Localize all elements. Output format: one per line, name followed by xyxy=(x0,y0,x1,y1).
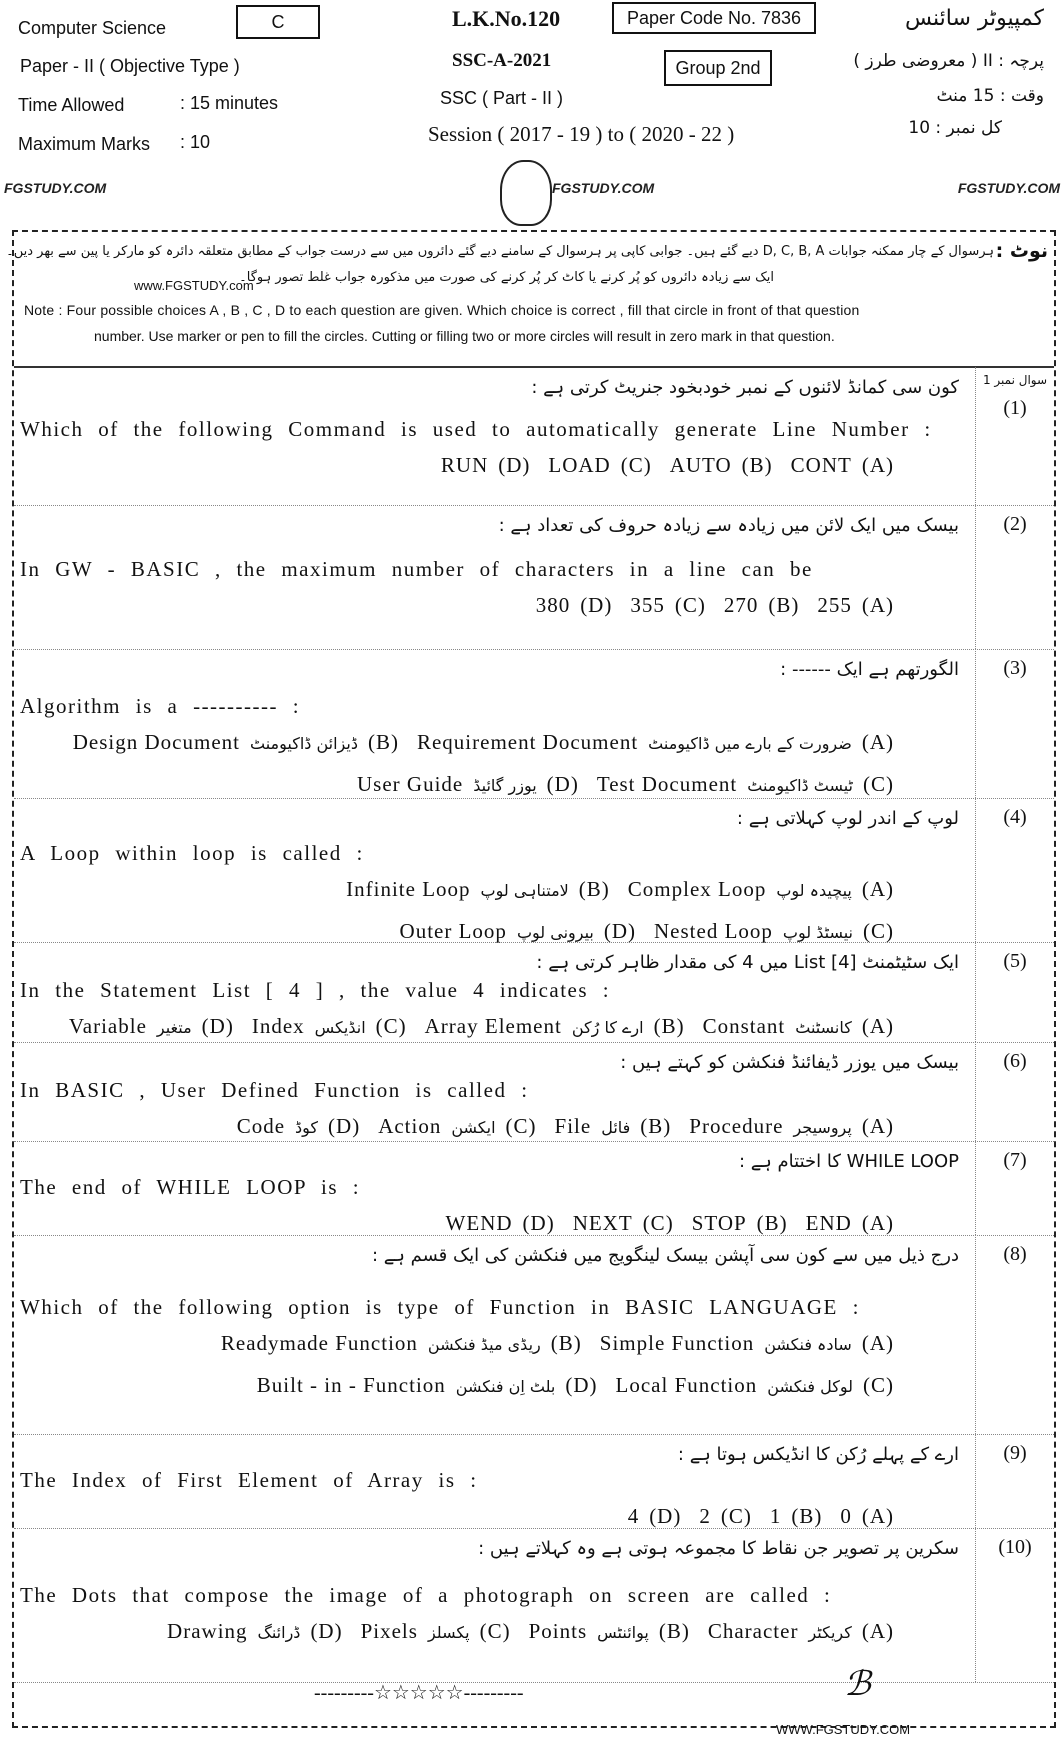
option-text-ur: ٹیسٹ ڈاکیومنٹ xyxy=(747,776,853,795)
option-letter: (B) xyxy=(741,453,773,477)
option-text-en: Drawing xyxy=(167,1619,248,1643)
option-d[interactable] xyxy=(237,1114,361,1139)
option-letter: (A) xyxy=(861,730,894,754)
option-d[interactable] xyxy=(628,1504,682,1529)
option-text-en: Local Function xyxy=(615,1373,758,1397)
option-a[interactable] xyxy=(628,877,894,902)
question-2 xyxy=(14,505,1054,650)
option-letter: (D) xyxy=(522,1211,555,1235)
option-text-en: LOAD xyxy=(548,453,611,477)
options-row xyxy=(446,1211,894,1236)
option-text-en: Simple Function xyxy=(599,1331,755,1355)
option-text-en: 4 xyxy=(627,1504,640,1528)
options-row xyxy=(536,593,894,618)
note-line2-en: number. Use marker or pen to fill the circles. Cutting or filling two or more circles will result in zero mark in that question. xyxy=(94,328,835,344)
question-7 xyxy=(14,1141,1054,1236)
option-letter: (D) xyxy=(546,772,579,796)
option-text-ur: کانسٹنٹ xyxy=(795,1018,852,1037)
option-text-en: STOP xyxy=(691,1211,747,1235)
group-box: Group 2nd xyxy=(664,50,772,86)
question-number-text: (6) xyxy=(1003,1050,1027,1072)
option-d[interactable] xyxy=(446,1211,555,1236)
option-text-ur: پوائنٹس xyxy=(597,1623,649,1642)
question-text-ur: الگورتھم ہے ایک ------ : xyxy=(780,659,959,680)
option-text-ur: بلٹ اِن فنکشن xyxy=(455,1377,556,1396)
option-letter: (C) xyxy=(863,919,894,943)
option-b[interactable] xyxy=(73,730,399,755)
options-row xyxy=(167,1619,894,1644)
option-d[interactable] xyxy=(536,593,613,618)
option-c[interactable] xyxy=(361,1619,511,1644)
option-text-ur: پکسلز xyxy=(427,1623,470,1642)
option-c[interactable] xyxy=(654,919,894,944)
question-8 xyxy=(14,1235,1054,1435)
signature: ℬ xyxy=(844,1665,871,1703)
question-number-text: (8) xyxy=(1003,1243,1027,1265)
question-number xyxy=(975,798,1054,942)
option-text-en: Points xyxy=(528,1619,588,1643)
option-text-ur: کریکٹر xyxy=(808,1623,852,1642)
session: Session ( 2017 - 19 ) to ( 2020 - 22 ) xyxy=(428,122,735,146)
subject-ur: کمپیوٹر سائنس xyxy=(904,6,1044,31)
option-b[interactable] xyxy=(724,593,800,618)
option-d[interactable] xyxy=(357,772,579,797)
question-text-en: The end of WHILE LOOP is : xyxy=(20,1175,361,1199)
option-text-en: Variable xyxy=(68,1014,147,1038)
option-text-en: Constant xyxy=(702,1014,786,1038)
option-text-en: NEXT xyxy=(572,1211,633,1235)
options-row xyxy=(400,919,894,944)
option-letter: (D) xyxy=(498,453,531,477)
option-letter: (A) xyxy=(861,1619,894,1643)
option-text-en: WEND xyxy=(445,1211,513,1235)
option-text-en: Character xyxy=(707,1619,799,1643)
option-c[interactable] xyxy=(378,1114,536,1139)
question-text-en: In the Statement List [ 4 ] , the value 4 indicates : xyxy=(20,978,611,1002)
option-c[interactable] xyxy=(573,1211,674,1236)
end-of-paper-mark: ---------☆☆☆☆☆--------- xyxy=(314,1682,524,1704)
time-value: : 15 minutes xyxy=(180,93,279,113)
option-text-en: Action xyxy=(378,1114,442,1138)
option-d[interactable] xyxy=(69,1014,234,1039)
option-text-en: Procedure xyxy=(689,1114,784,1138)
option-letter: (C) xyxy=(863,1373,894,1397)
option-text-en: User Guide xyxy=(357,772,464,796)
option-letter: (A) xyxy=(861,453,894,477)
option-d[interactable] xyxy=(400,919,636,944)
option-text-ur: سادہ فنکشن xyxy=(764,1335,852,1354)
option-text-en: RUN xyxy=(440,453,489,477)
option-b[interactable] xyxy=(425,1014,685,1039)
question-text-en: Algorithm is a ---------- : xyxy=(20,694,301,718)
options-row xyxy=(69,1014,894,1039)
option-text-ur: ڈیزائن ڈاکیومنٹ xyxy=(250,734,358,753)
paper-code: Paper Code No. 7836 xyxy=(612,2,816,34)
option-letter: (C) xyxy=(620,453,652,477)
option-b[interactable] xyxy=(529,1619,690,1644)
question-1 xyxy=(14,367,1054,506)
question-5 xyxy=(14,942,1054,1043)
option-letter: (A) xyxy=(861,1211,894,1235)
option-text-en: 0 xyxy=(840,1504,852,1528)
board-logo xyxy=(500,160,552,226)
watermark: FGSTUDY.COM xyxy=(957,180,1060,196)
option-a[interactable] xyxy=(703,1014,894,1039)
option-d[interactable] xyxy=(167,1619,343,1644)
option-letter: (D) xyxy=(201,1014,234,1038)
option-text-en: Array Element xyxy=(424,1014,562,1038)
option-text-en: 1 xyxy=(769,1504,782,1528)
option-text-en: Nested Loop xyxy=(654,919,773,943)
option-letter: (B) xyxy=(768,593,800,617)
question-number xyxy=(975,1434,1054,1528)
option-c[interactable] xyxy=(699,1504,752,1529)
exam-code: SSC-A-2021 xyxy=(452,50,552,71)
options-row xyxy=(221,1331,894,1356)
option-c[interactable] xyxy=(616,1373,894,1398)
question-number xyxy=(975,942,1054,1042)
paper-ur: پرچہ : II ( معروضی طرز ) xyxy=(853,51,1044,71)
option-letter: (C) xyxy=(479,1619,511,1643)
question-number-text: (2) xyxy=(1003,513,1027,535)
option-text-en: Complex Loop xyxy=(627,877,767,901)
footer-url: WWW.FGSTUDY.COM xyxy=(776,1722,911,1737)
question-text-ur: WHILE LOOP کا اختتام ہے : xyxy=(738,1151,959,1172)
option-d[interactable] xyxy=(441,453,531,478)
question-text-en: The Dots that compose the image of a photograph on screen are called : xyxy=(20,1583,832,1607)
question-9 xyxy=(14,1434,1054,1529)
question-number-text: (7) xyxy=(1003,1149,1027,1171)
option-text-en: AUTO xyxy=(669,453,732,477)
question-number xyxy=(975,649,1054,798)
options-row xyxy=(441,453,894,478)
option-text-ur: ریڈی میڈ فنکشن xyxy=(427,1335,541,1354)
option-text-en: Readymade Function xyxy=(220,1331,418,1355)
option-text-en: File xyxy=(554,1114,592,1138)
option-letter: (B) xyxy=(756,1211,788,1235)
question-6 xyxy=(14,1042,1054,1142)
time-ur: وقت : 15 منٹ xyxy=(936,86,1044,106)
question-number xyxy=(975,367,1054,505)
option-letter: (D) xyxy=(328,1114,361,1138)
option-letter: (B) xyxy=(550,1331,582,1355)
option-b[interactable] xyxy=(770,1504,823,1529)
option-letter: (B) xyxy=(640,1114,672,1138)
option-b[interactable] xyxy=(670,453,773,478)
marks-value: : 10 xyxy=(180,132,211,152)
option-b[interactable] xyxy=(221,1331,582,1356)
question-text-ur: بیسک میں یوزر ڈیفائنڈ فنکشن کو کہتے ہیں : xyxy=(620,1052,959,1073)
option-text-en: Pixels xyxy=(360,1619,418,1643)
option-text-en: Test Document xyxy=(596,772,738,796)
question-text-ur: کون سی کمانڈ لائنوں کے نمبر خودبخود جنریٹ کرتی ہے : xyxy=(531,377,959,398)
options-row xyxy=(357,772,894,797)
option-letter: (D) xyxy=(603,919,637,943)
option-c[interactable] xyxy=(630,593,706,618)
option-letter: (B) xyxy=(658,1619,690,1643)
question-text-ur: سکرین پر تصویر جن نقاط کا مجموعہ ہوتی ہے وہ کہلاتے ہیں : xyxy=(478,1538,959,1559)
option-c[interactable] xyxy=(252,1014,407,1039)
question-number-text: (4) xyxy=(1003,806,1027,828)
option-letter: (A) xyxy=(861,1114,894,1138)
watermark: FGSTUDY.COM xyxy=(552,180,655,196)
option-letter: (C) xyxy=(505,1114,537,1138)
option-text-ur: نیسٹڈ لوپ xyxy=(782,923,853,942)
option-letter: (D) xyxy=(310,1619,343,1643)
option-letter: (B) xyxy=(791,1504,823,1528)
option-text-en: Code xyxy=(236,1114,286,1138)
marks-ur: کل نمبر : 10 xyxy=(908,118,1002,138)
option-letter: (A) xyxy=(861,1504,894,1528)
option-c[interactable] xyxy=(548,453,651,478)
option-text-ur: ضرورت کے بارے میں ڈاکیومنٹ xyxy=(648,734,852,753)
option-text-en: 270 xyxy=(723,593,759,617)
question-number-text: (9) xyxy=(1003,1442,1027,1464)
options-row xyxy=(237,1114,894,1139)
option-letter: (B) xyxy=(653,1014,685,1038)
option-letter: (C) xyxy=(863,772,894,796)
option-text-en: CONT xyxy=(790,453,852,477)
option-text-ur: ایکشن xyxy=(451,1118,496,1137)
option-text-ur: بیرونی لوپ xyxy=(516,923,594,942)
option-a[interactable] xyxy=(708,1619,894,1644)
question-number xyxy=(975,505,1054,649)
option-a[interactable] xyxy=(791,453,894,478)
paper-en: Paper - II ( Objective Type ) xyxy=(20,56,240,76)
time-label: Time Allowed xyxy=(18,95,125,115)
option-text-ur: کوڈ xyxy=(295,1118,319,1137)
option-a[interactable] xyxy=(417,730,894,755)
option-letter: (D) xyxy=(580,593,613,617)
watermark-www: www.FGSTUDY.com xyxy=(134,278,254,293)
option-letter: (B) xyxy=(578,877,610,901)
option-text-ur: انڈیکس xyxy=(314,1018,366,1037)
question-number xyxy=(975,1235,1054,1434)
option-letter: (C) xyxy=(642,1211,674,1235)
options-row xyxy=(346,877,894,902)
option-letter: (C) xyxy=(720,1504,752,1528)
option-text-en: Outer Loop xyxy=(399,919,507,943)
question-text-ur: درج ذیل میں سے کون سی آپشن بیسک لینگویج میں فنکشن کی ایک قسم ہے : xyxy=(372,1245,959,1266)
question-text-en: A Loop within loop is called : xyxy=(20,841,364,865)
option-text-ur: یوزر گائیڈ xyxy=(473,776,537,795)
option-c[interactable] xyxy=(597,772,894,797)
question-label-ur: سوال نمبر 1 xyxy=(982,373,1048,387)
option-text-en: END xyxy=(805,1211,852,1235)
question-text-en: In BASIC , User Defined Function is called : xyxy=(20,1078,529,1102)
option-text-ur: پروسیجر xyxy=(793,1118,852,1137)
option-a[interactable] xyxy=(600,1331,894,1356)
note-line2-ur: ایک سے زیادہ دائروں کو پُر کرنے یا کاٹ کر پُر کرنے کی صورت میں مذکورہ جواب غلط تصور ہوگا۔ xyxy=(239,270,774,285)
question-number xyxy=(975,1528,1054,1682)
question-text-en: Which of the following option is type of Function in BASIC LANGUAGE : xyxy=(20,1295,860,1319)
option-letter: (A) xyxy=(861,1014,894,1038)
note-label-ur: نوٹ : xyxy=(995,240,1048,262)
option-text-en: Design Document xyxy=(72,730,240,754)
option-text-en: 355 xyxy=(630,593,665,617)
option-b[interactable] xyxy=(555,1114,672,1139)
option-text-ur: پیچیدہ لوپ xyxy=(776,881,852,900)
question-number-text: (5) xyxy=(1003,950,1027,972)
question-text-ur: ارے کے پہلے رُکن کا انڈیکس ہوتا ہے : xyxy=(677,1444,959,1465)
option-d[interactable] xyxy=(257,1373,598,1398)
option-text-ur: لامتناہی لوپ xyxy=(480,881,569,900)
option-text-ur: لوکل فنکشن xyxy=(767,1377,853,1396)
question-text-ur: بیسک میں ایک لائن میں زیادہ سے زیادہ حروف کی تعداد ہے : xyxy=(498,515,959,536)
option-text-en: Index xyxy=(251,1014,305,1038)
question-number xyxy=(975,1141,1054,1235)
option-letter: (B) xyxy=(367,730,399,754)
question-paper xyxy=(6,230,1056,1728)
question-number-text: (3) xyxy=(1003,657,1027,679)
option-b[interactable] xyxy=(692,1211,788,1236)
question-text-en: In GW - BASIC , the maximum number of characters in a line can be xyxy=(20,557,813,581)
option-letter: (A) xyxy=(861,1331,894,1355)
option-letter: (A) xyxy=(861,593,894,617)
option-b[interactable] xyxy=(346,877,610,902)
question-text-en: The Index of First Element of Array is : xyxy=(20,1468,478,1492)
option-letter: (C) xyxy=(375,1014,407,1038)
option-text-ur: ارے کا رُکن xyxy=(571,1018,644,1037)
option-text-en: 380 xyxy=(535,593,571,617)
option-a[interactable] xyxy=(840,1504,894,1529)
watermark: FGSTUDY.COM xyxy=(4,180,107,196)
option-a[interactable] xyxy=(689,1114,894,1139)
version-box: C xyxy=(236,5,320,39)
question-text-ur: لوپ کے اندر لوپ کہلاتی ہے : xyxy=(736,808,959,829)
question-text-ur: ایک سٹیٹمنٹ [4] List میں 4 کی مقدار ظاہر کرتی ہے : xyxy=(536,952,959,973)
option-text-en: Requirement Document xyxy=(416,730,639,754)
question-number-text: (1) xyxy=(1003,397,1027,419)
option-letter: (C) xyxy=(674,593,706,617)
note-line1-en: Note : Four possible choices A , B , C , D to each question are given. Which choice is correct , fill that circle in front of that question xyxy=(24,302,860,318)
marks-label: Maximum Marks xyxy=(18,134,151,154)
question-4 xyxy=(14,798,1054,943)
option-a[interactable] xyxy=(806,1211,894,1236)
subject-en: Computer Science xyxy=(18,18,167,38)
options-row xyxy=(257,1373,894,1398)
note-line1-ur: ہرسوال کے چار ممکنہ جوابات D, C, B, A دیے گئے ہیں۔ جوابی کاپی پر ہرسوال کے سامنے دیے گئے دائروں میں سے درست جواب کے مطابق متعلقہ دائرہ کو مارکر یا پین سے بھر دیں۔ xyxy=(6,244,994,259)
option-letter: (D) xyxy=(649,1504,682,1528)
options-row xyxy=(73,730,894,755)
option-a[interactable] xyxy=(817,593,894,618)
instructions-note xyxy=(6,232,1054,368)
option-text-en: Infinite Loop xyxy=(346,877,471,901)
question-number-text: (10) xyxy=(998,1536,1032,1558)
option-letter: (D) xyxy=(565,1373,598,1397)
option-text-en: 255 xyxy=(817,593,852,617)
option-letter: (A) xyxy=(861,877,894,901)
exam-part: SSC ( Part - II ) xyxy=(440,88,564,108)
option-text-en: Built - in - Function xyxy=(256,1373,446,1397)
option-text-ur: متغیر xyxy=(156,1018,192,1037)
question-3 xyxy=(14,649,1054,799)
question-10 xyxy=(14,1528,1054,1683)
options-row xyxy=(628,1504,894,1529)
option-text-ur: ڈرائنگ xyxy=(257,1623,301,1642)
option-text-en: 2 xyxy=(699,1504,711,1528)
question-number xyxy=(975,1042,1054,1141)
question-text-en: Which of the following Command is used to automatically generate Line Number : xyxy=(20,417,932,441)
option-text-ur: فائل xyxy=(601,1118,631,1137)
lk-number: L.K.No.120 xyxy=(452,6,561,31)
